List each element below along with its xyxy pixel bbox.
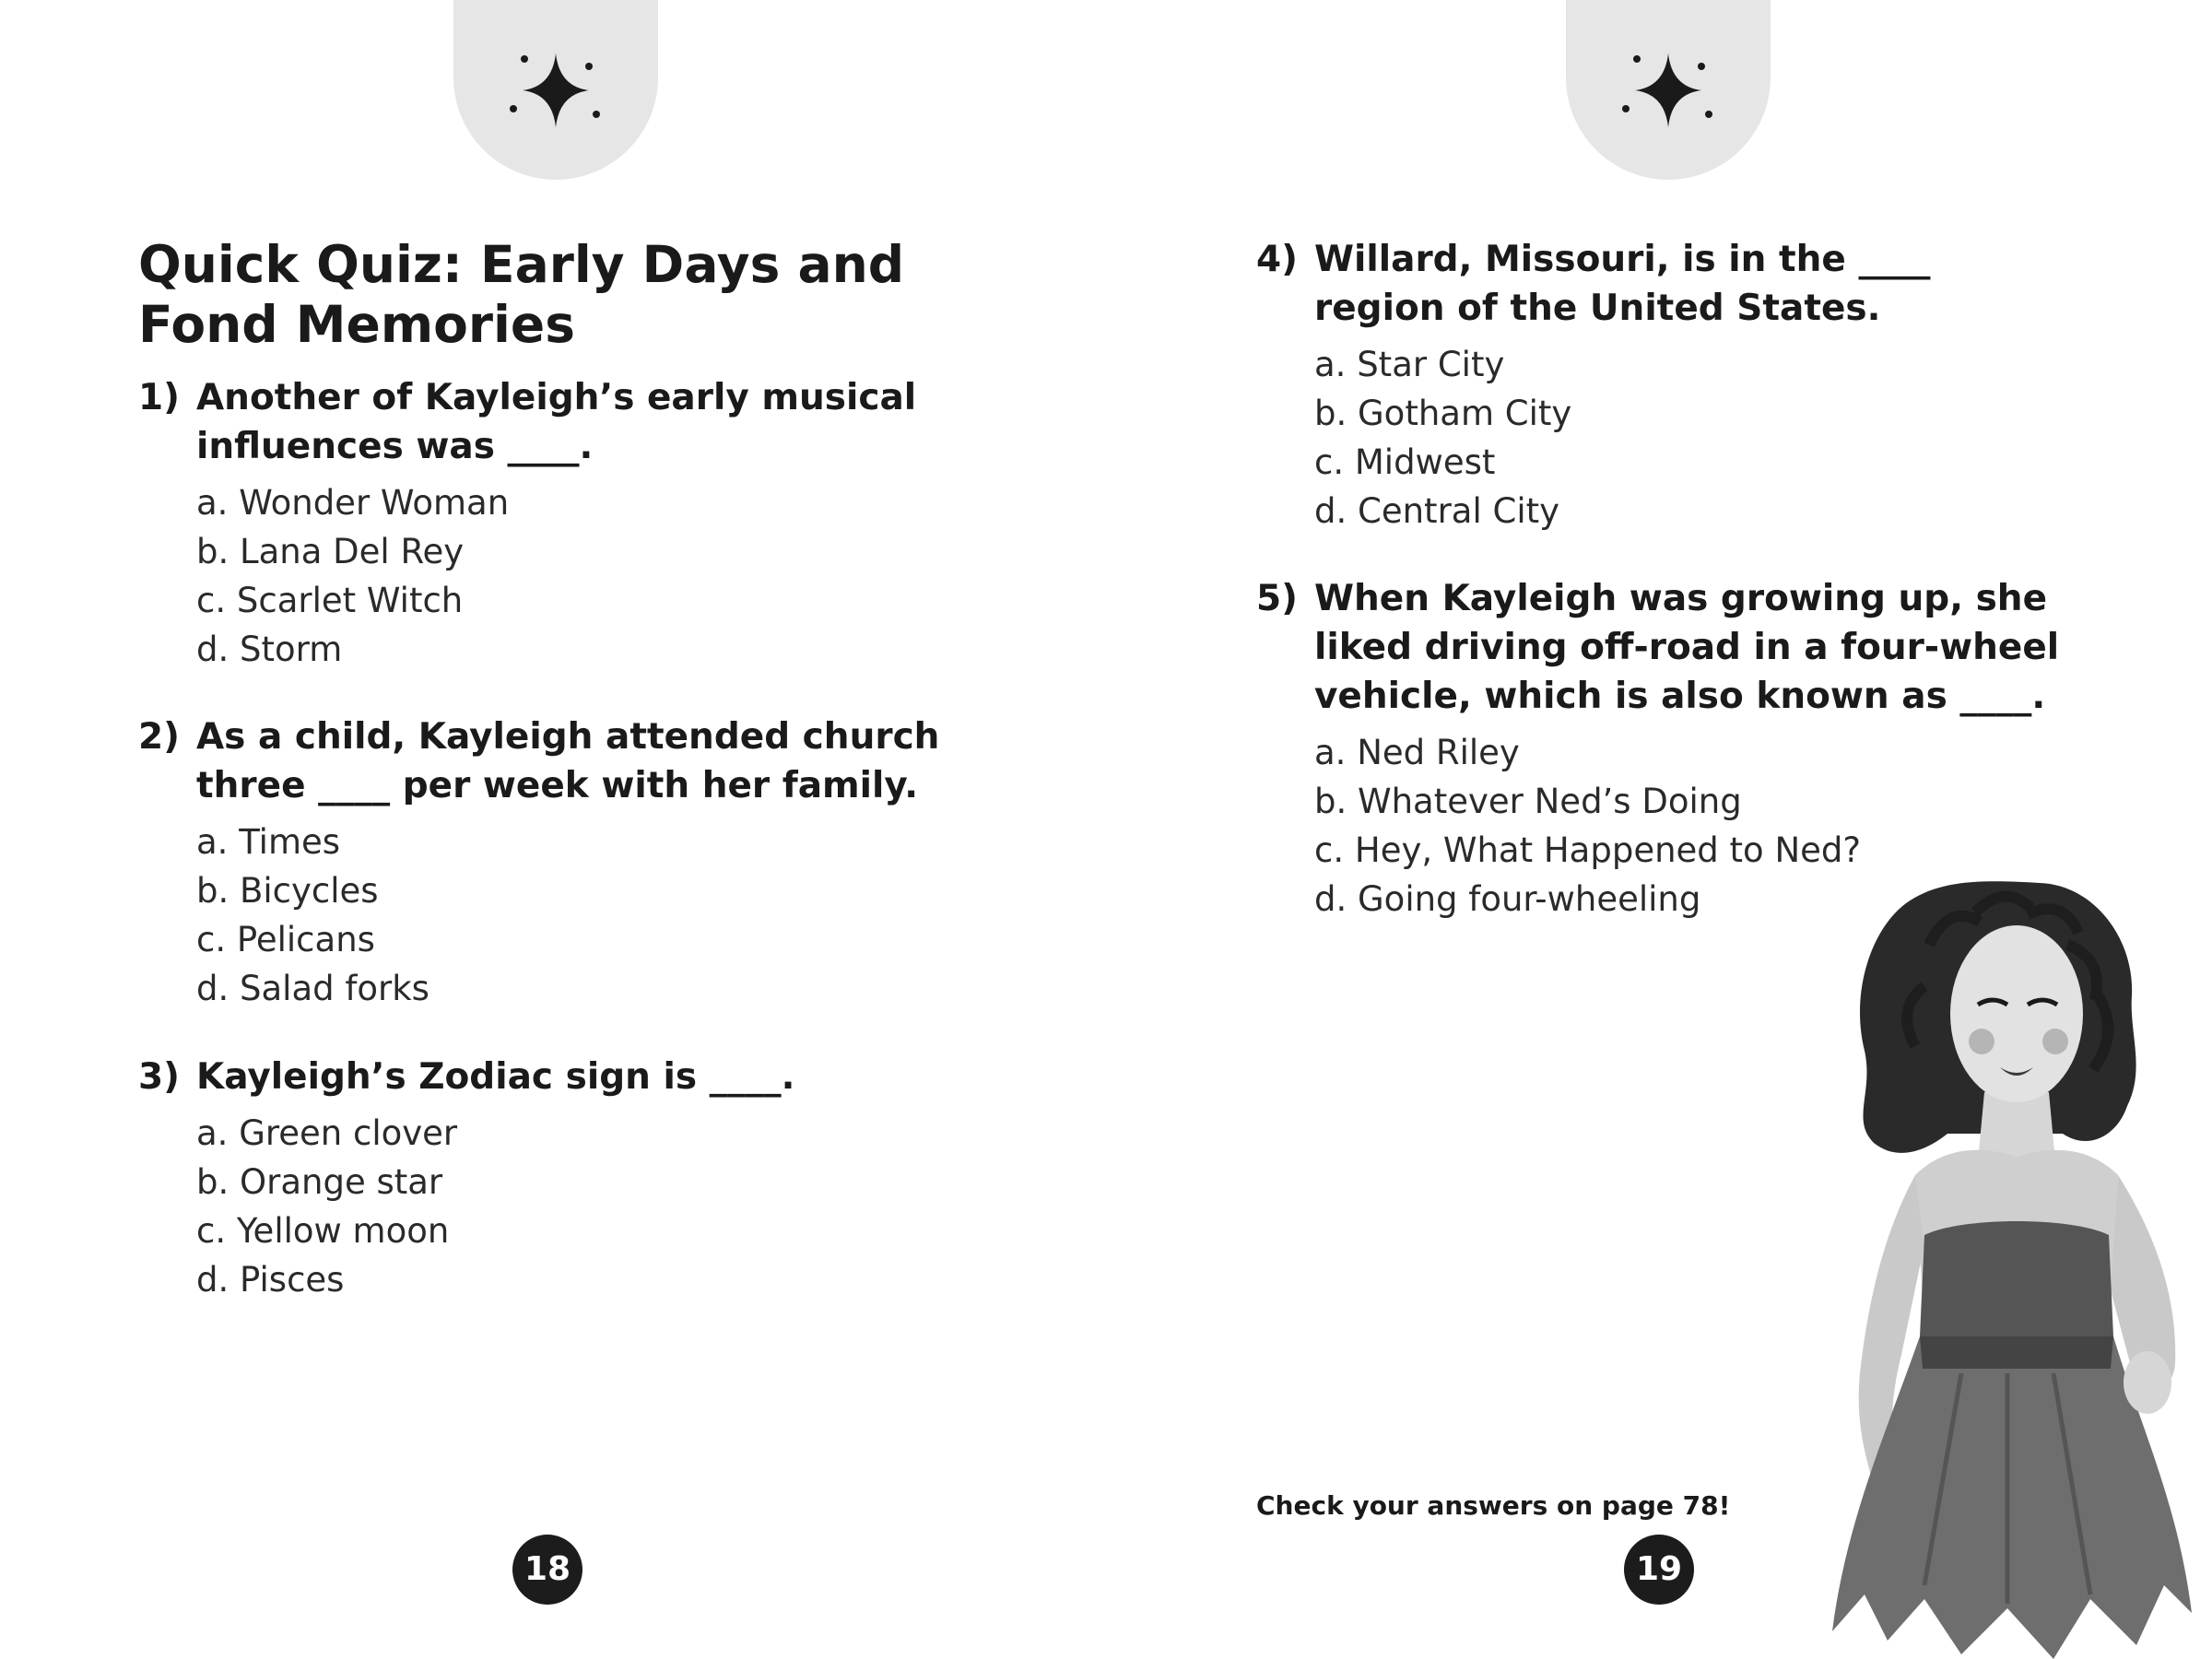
answer-options (196, 478, 949, 674)
question-number: 5) (1256, 578, 1298, 619)
question-text-row (138, 712, 949, 810)
answer-option: a. Ned Riley (1314, 733, 1520, 772)
question-text-row (138, 373, 949, 471)
page-number: 19 (1624, 1535, 1694, 1605)
question-number: 2) (138, 716, 180, 758)
answer-options (196, 1109, 949, 1304)
header-tab (453, 0, 658, 180)
answer-option: c. Yellow moon (196, 1211, 450, 1251)
answer-options (1314, 340, 2067, 535)
quiz-question-4 (1256, 235, 2067, 535)
woman-in-dress-illustration (1786, 857, 2210, 1659)
page-number: 18 (512, 1535, 582, 1605)
answer-option: d. Salad forks (196, 969, 429, 1008)
answer-option: c. Midwest (1314, 442, 1496, 482)
question-text-row (138, 1053, 949, 1101)
answer-option: d. Going four-wheeling (1314, 879, 1701, 919)
page-title: Quick Quiz: Early Days and Fond Memories (138, 235, 905, 354)
answer-option: b. Gotham City (1314, 394, 1572, 433)
quiz-question-3 (138, 1053, 949, 1304)
header-tab (1566, 0, 1771, 180)
answer-option: d. Pisces (196, 1260, 345, 1300)
question-text-row (1256, 574, 2067, 721)
sparkle-star-icon (500, 46, 611, 138)
answer-option: c. Hey, What Happened to Ned? (1314, 830, 1862, 870)
answer-option: a. Times (196, 822, 341, 862)
question-number: 3) (138, 1056, 180, 1098)
answer-option: a. Green clover (196, 1113, 458, 1153)
answer-option: b. Orange star (196, 1162, 443, 1202)
answer-option: d. Storm (196, 629, 343, 669)
answers-footer-note: Check your answers on page 78! (1256, 1490, 1731, 1521)
question-number: 1) (138, 377, 180, 418)
answer-option: b. Bicycles (196, 871, 379, 911)
question-number: 4) (1256, 239, 1298, 280)
answer-option: a. Wonder Woman (196, 483, 510, 523)
question-text: Kayleigh’s Zodiac sign is ____. (196, 1056, 795, 1098)
answer-option: c. Pelicans (196, 920, 375, 959)
answer-option: b. Lana Del Rey (196, 532, 465, 571)
answer-option: d. Central City (1314, 491, 1560, 531)
question-text: Another of Kayleigh’s early musical influences was ____. (196, 377, 917, 467)
question-text-row (1256, 235, 2067, 333)
question-text: Willard, Missouri, is in the ____ region of the United States. (1314, 239, 1931, 329)
quiz-question-2 (138, 712, 949, 1013)
sparkle-star-icon (1613, 46, 1724, 138)
right-page (1106, 0, 2212, 1659)
answer-option: c. Scarlet Witch (196, 581, 464, 620)
answer-option: a. Star City (1314, 345, 1505, 384)
quiz-question-1 (138, 373, 949, 674)
answer-option: b. Whatever Ned’s Doing (1314, 782, 1742, 821)
answer-options (196, 818, 949, 1013)
question-text: When Kayleigh was growing up, she liked driving off-road in a four-wheel vehicle, which is also known as ____. (1314, 578, 2060, 717)
question-text: As a child, Kayleigh attended church three ____ per week with her family. (196, 716, 940, 806)
